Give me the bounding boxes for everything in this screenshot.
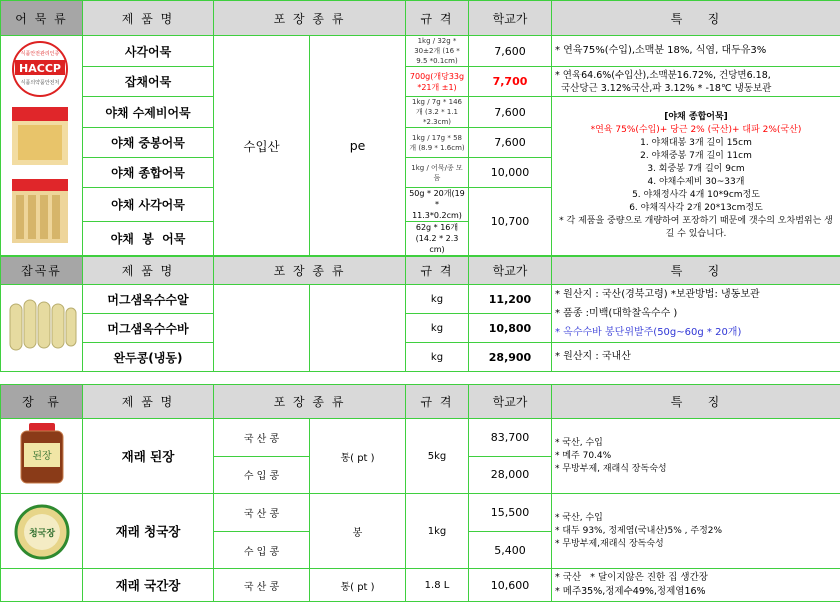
spec-cell: kg bbox=[406, 285, 469, 314]
mix-item: 4. 야채수제비 30~33개 bbox=[555, 176, 837, 189]
cheonggukjang-pack-image bbox=[2, 494, 82, 564]
price-cell: 15,500 bbox=[469, 494, 552, 532]
spec-cell: kg bbox=[406, 314, 469, 343]
category-header: 어 묵 류 bbox=[1, 1, 83, 36]
soy-origin: 국 산 콩 bbox=[214, 569, 310, 602]
jar-label: 된장 bbox=[32, 449, 52, 462]
spec-header: 규 격 bbox=[406, 257, 469, 285]
fishcake-image-cell bbox=[1, 36, 83, 256]
soy-origin: 수 입 콩 bbox=[214, 532, 310, 569]
pack-cell: 통( pt ) bbox=[310, 569, 406, 602]
soy-origin: 국 산 콩 bbox=[214, 494, 310, 532]
feature-line: * 메주 70.4% bbox=[555, 450, 837, 463]
product-name: 잡채어묵 bbox=[83, 67, 214, 97]
product-name: 야채 수제비어묵 bbox=[83, 97, 214, 128]
spec-cell: kg bbox=[406, 343, 469, 372]
price-cell: 7,600 bbox=[469, 97, 552, 128]
product-name: 완두콩(냉동) bbox=[83, 343, 214, 372]
price-cell: 7,700 bbox=[469, 67, 552, 97]
spec-cell: 5kg bbox=[406, 419, 469, 494]
price-cell: 10,600 bbox=[469, 569, 552, 602]
spec-header: 규 격 bbox=[406, 385, 469, 419]
category-header: 잡곡류 bbox=[1, 257, 83, 285]
feature-cell: * 연육75%(수입),소맥분 18%, 식염, 대두유3% bbox=[552, 36, 840, 67]
price-cell: 11,200 bbox=[469, 285, 552, 314]
sauce-table bbox=[0, 384, 840, 602]
cheonggukjang-feature-cell bbox=[552, 494, 840, 569]
features-header: 특 징 bbox=[552, 257, 840, 285]
product-name: 머그샘옥수수바 bbox=[83, 314, 214, 343]
price-cell: 5,400 bbox=[469, 532, 552, 569]
product-name: 야채 봉 어묵 bbox=[83, 222, 214, 256]
product-name: 사각어묵 bbox=[83, 36, 214, 67]
price-cell: 10,000 bbox=[469, 158, 552, 188]
product-header: 제 품 명 bbox=[83, 257, 214, 285]
gukganjang-image-cell bbox=[1, 569, 83, 602]
features-header: 특 징 bbox=[552, 385, 840, 419]
packaging-header: 포 장 종 류 bbox=[214, 257, 406, 285]
product-header: 제 품 명 bbox=[83, 385, 214, 419]
price-header: 학교가 bbox=[469, 257, 552, 285]
feature-line: 국산당근 3.12%국산,파 3.12% * -18℃ 냉동보관 bbox=[555, 83, 771, 94]
spec-cell: 50g * 20개(19 * 11.3*0.2cm) bbox=[406, 188, 469, 222]
mix-item: 5. 야채정사각 4개 10*9cm정도 bbox=[555, 189, 837, 202]
price-cell: 83,700 bbox=[469, 419, 552, 457]
feature-line: * 메주35%,정제수49%,정제염16% bbox=[555, 585, 837, 599]
feature-line: * 국산, 수입 bbox=[555, 512, 837, 525]
feature-line: * 옥수수바 봉단위발주(50g~60g * 20개) bbox=[555, 323, 837, 342]
mix-title: [야채 종합어묵] bbox=[555, 111, 837, 124]
spec-cell: 700g(개당33g *21개 ±1) bbox=[406, 67, 469, 97]
haccp-logo-bottom: 식품의약품안전처 bbox=[20, 79, 59, 86]
origin-cell bbox=[214, 285, 310, 372]
mix-ingredients: *연육 75%(수입)+ 당근 2% (국산)+ 대파 2%(국산) bbox=[555, 124, 837, 137]
fishcake-table bbox=[0, 0, 840, 256]
price-cell: 7,600 bbox=[469, 128, 552, 158]
cheonggukjang-image-cell bbox=[1, 494, 83, 569]
mix-item: 2. 야채중봉 7개 길이 11cm bbox=[555, 150, 837, 163]
mix-item: 3. 회중봉 7개 길이 9cm bbox=[555, 163, 837, 176]
doenjang-jar-image bbox=[2, 419, 82, 489]
features-header: 특 징 bbox=[552, 1, 840, 36]
pack-label: 청국장 bbox=[28, 527, 54, 539]
feature-line: * 국산, 수입 bbox=[555, 437, 837, 450]
corn-image bbox=[2, 286, 82, 366]
feature-line: * 무방부제, 재래식 장독숙성 bbox=[555, 463, 837, 476]
price-cell: 7,600 bbox=[469, 36, 552, 67]
product-header: 제 품 명 bbox=[83, 1, 214, 36]
mix-item: 1. 야채대봉 3개 길이 15cm bbox=[555, 137, 837, 150]
soy-origin: 국 산 콩 bbox=[214, 419, 310, 457]
corn-image-cell bbox=[1, 285, 83, 372]
spec-cell: 1kg / 7g * 146개 (3.2 * 1.1 *2.3cm) bbox=[406, 97, 469, 128]
spec-cell: 62g * 16개 (14.2 * 2.3 cm) bbox=[406, 222, 469, 256]
grain-feature-cell bbox=[552, 285, 840, 343]
soy-origin: 수 입 콩 bbox=[214, 456, 310, 494]
feature-cell: * 원산지 : 국내산 bbox=[552, 343, 840, 372]
grain-table bbox=[0, 256, 840, 372]
product-name: 재래 국간장 bbox=[83, 569, 214, 602]
product-name: 재래 청국장 bbox=[83, 494, 214, 569]
spec-cell: 1.8 L bbox=[406, 569, 469, 602]
haccp-product-images bbox=[2, 39, 82, 249]
mix-note: * 각 제품을 중량으로 개량하여 포장하기 때문에 갯수의 오차범위는 생길 수 있습니다. bbox=[555, 215, 837, 241]
packaging-header: 포 장 종 류 bbox=[214, 385, 406, 419]
pack-cell bbox=[310, 285, 406, 372]
feature-line: * 원산지 : 국산(경북고령) *보관방법: 냉동보관 bbox=[555, 285, 837, 304]
haccp-logo-top: 식품안전관리인증 bbox=[20, 50, 59, 57]
haccp-logo-main: HACCP bbox=[19, 62, 61, 75]
feature-line: * 연육64.6%(수입산),소맥분16.72%, 건당면6.18, bbox=[555, 70, 771, 81]
origin-cell: 수입산 bbox=[214, 36, 310, 256]
product-name: 머그샘옥수수알 bbox=[83, 285, 214, 314]
feature-line: * 품종 :미백(대학찰옥수수 ) bbox=[555, 304, 837, 323]
category-header: 장 류 bbox=[1, 385, 83, 419]
mix-feature-cell bbox=[552, 97, 840, 256]
pack-cell: 봉 bbox=[310, 494, 406, 569]
price-cell: 10,700 bbox=[469, 188, 552, 256]
feature-line: * 대두 93%, 정제염(국내산)5% , 주정2% bbox=[555, 525, 837, 538]
price-cell: 28,000 bbox=[469, 456, 552, 494]
spec-cell: 1kg / 32g * 30±2개 (16 * 9.5 *0.1cm) bbox=[406, 36, 469, 67]
mix-item: 6. 야채직사각 2개 20*13cm정도 bbox=[555, 202, 837, 215]
doenjang-image-cell bbox=[1, 419, 83, 494]
gukganjang-feature-cell bbox=[552, 569, 840, 602]
spec-cell: 1kg bbox=[406, 494, 469, 569]
feature-cell bbox=[552, 67, 840, 97]
price-cell: 10,800 bbox=[469, 314, 552, 343]
doenjang-feature-cell bbox=[552, 419, 840, 494]
product-name: 야채 사각어묵 bbox=[83, 188, 214, 222]
spec-header: 규 격 bbox=[406, 1, 469, 36]
feature-line: * 무방부제,재래식 장독숙성 bbox=[555, 538, 837, 551]
feature-line: * 국산 * 달이지않은 진한 집 생간장 bbox=[555, 571, 837, 585]
price-header: 학교가 bbox=[469, 1, 552, 36]
packaging-header: 포 장 종 류 bbox=[214, 1, 406, 36]
price-header: 학교가 bbox=[469, 385, 552, 419]
product-name: 야채 종합어묵 bbox=[83, 158, 214, 188]
product-name: 재래 된장 bbox=[83, 419, 214, 494]
pack-cell: 통( pt ) bbox=[310, 419, 406, 494]
spec-cell: 1kg / 17g * 58개 (8.9 * 1.6cm) bbox=[406, 128, 469, 158]
spec-cell: 1kg / 어묵/종 모둠 bbox=[406, 158, 469, 188]
pack-cell: pe bbox=[310, 36, 406, 256]
price-cell: 28,900 bbox=[469, 343, 552, 372]
product-name: 야채 중봉어묵 bbox=[83, 128, 214, 158]
